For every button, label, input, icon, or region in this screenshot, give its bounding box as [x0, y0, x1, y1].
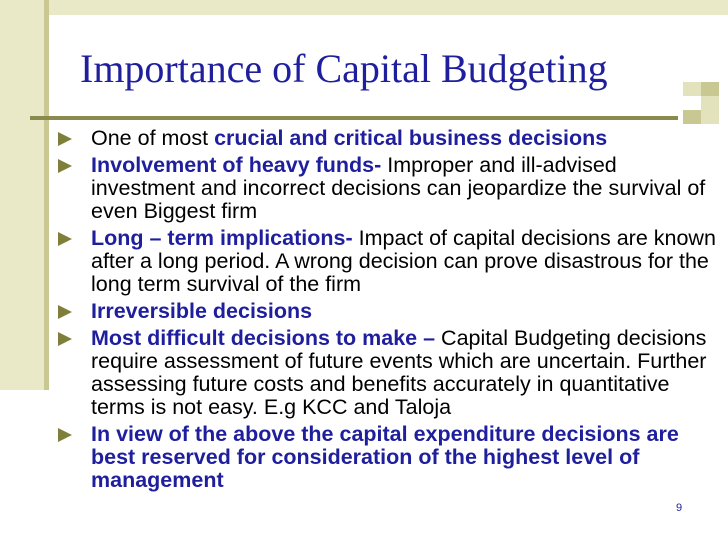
- decorative-square: [701, 82, 719, 96]
- bullet-highlight: Irreversible decisions: [91, 299, 313, 323]
- bullet-text: Impact of capital decisions are known after a long period. A wrong decision can prove disastrous for the long term survival of the firm: [91, 226, 716, 296]
- decorative-squares: [683, 82, 719, 124]
- bullet-emphasis: crucial and critical business decisions: [214, 126, 608, 150]
- decorative-square: [683, 110, 701, 124]
- left-band-line: [44, 0, 49, 390]
- bullet-marker-icon: [58, 159, 72, 173]
- decorative-square: [701, 110, 719, 124]
- top-decorative-band: [0, 0, 728, 15]
- bullet-item: [58, 327, 722, 419]
- decorative-square: [701, 96, 719, 110]
- bullet-marker-icon: [58, 132, 72, 146]
- bullet-marker-icon: [58, 305, 72, 319]
- bullet-item: [58, 227, 722, 296]
- bullet-text: Capital Budgeting decisions require assessment of future events which are uncertain. Further assessing future costs and benefits accurately in quantitative terms is not easy. E.g KCC and Taloja: [91, 326, 707, 419]
- bullet-marker-icon: [58, 232, 72, 246]
- bullet-highlight: In view of the above the capital expenditure decisions are best reserved for consideration of the highest level of management: [91, 422, 679, 492]
- bullet-prefix: One of most: [91, 126, 215, 150]
- bullet-highlight: Most difficult decisions to make –: [91, 326, 436, 350]
- bullet-item: [58, 154, 722, 223]
- bullet-item: [58, 423, 722, 492]
- slide-title: Importance of Capital Budgeting: [80, 46, 608, 91]
- bullet-highlight: Long – term implications-: [91, 226, 353, 250]
- page-number: 9: [676, 502, 683, 514]
- bullet-marker-icon: [58, 332, 72, 346]
- bullet-list: [58, 127, 722, 496]
- bullet-item: [58, 127, 722, 150]
- decorative-square: [683, 82, 701, 96]
- bullet-marker-icon: [58, 428, 72, 442]
- bullet-highlight: Involvement of heavy funds-: [91, 153, 382, 177]
- bullet-text: Improper and ill-advised investment and incorrect decisions can jeopardize the survival of even Biggest firm: [91, 153, 706, 223]
- title-rule: [30, 116, 678, 120]
- left-decorative-band: [0, 0, 49, 390]
- bullet-item: [58, 300, 722, 323]
